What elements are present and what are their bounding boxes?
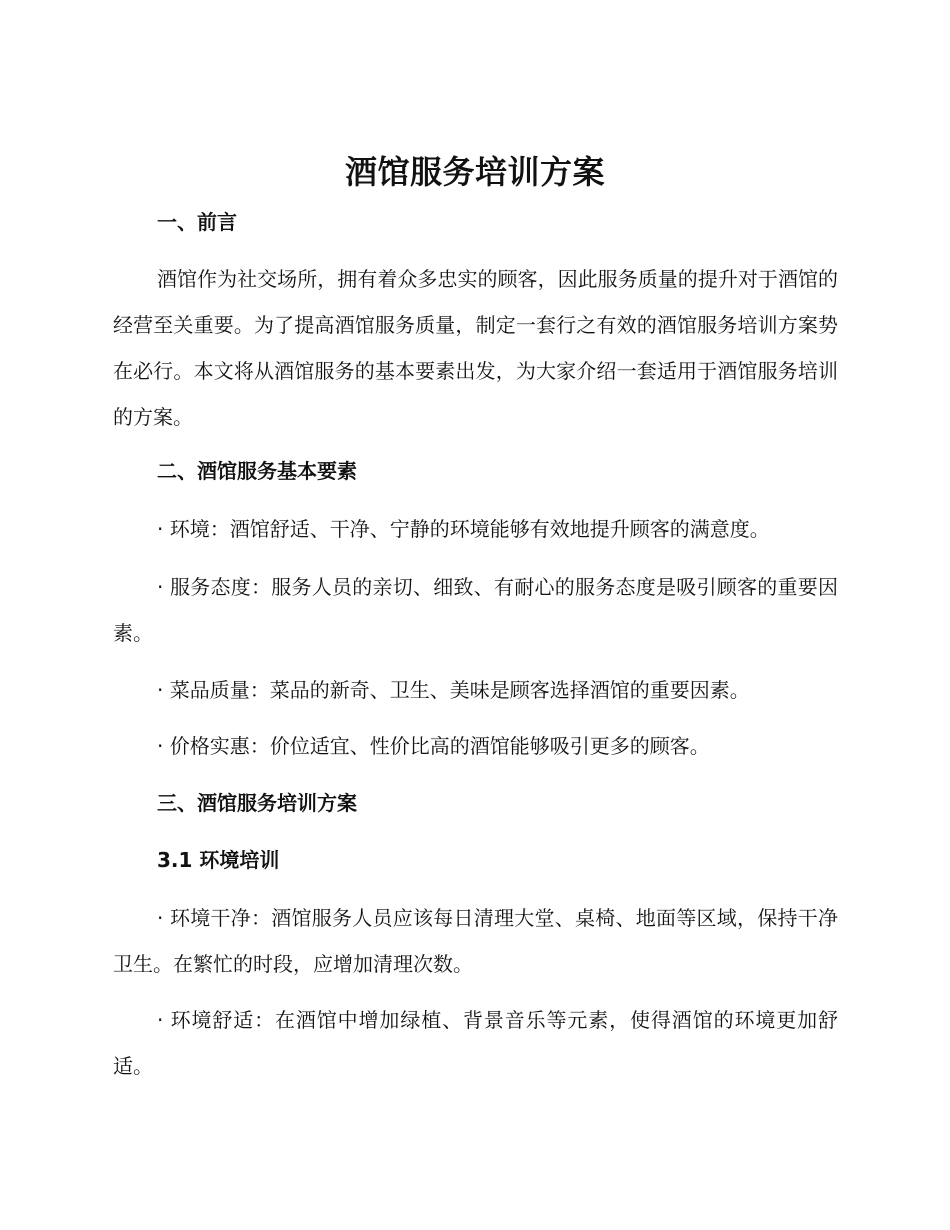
element-food-quality-paragraph: · 菜品质量：菜品的新奇、卫生、美味是顾客选择酒馆的重要因素。 [157, 678, 750, 702]
training-clean-environment-paragraph: · 环境干净：酒馆服务人员应该每日清理大堂、桌椅、地面等区域，保持干净卫生。在繁忙的时段，应增加清理次数。 [113, 906, 838, 976]
preface-paragraph: 酒馆作为社交场所，拥有着众多忠实的顾客，因此服务质量的提升对于酒馆的经营至关重要。为了提高酒馆服务质量，制定一套行之有效的酒馆服务培训方案势在必行。本文将从酒馆服务的基本要素出发，为大家介绍一套适用于酒馆服务培训的方案。 [113, 267, 838, 429]
element-service-attitude-paragraph: · 服务态度：服务人员的亲切、细致、有耐心的服务态度是吸引顾客的重要因素。 [113, 575, 838, 645]
section-heading-basic-elements: 二、酒馆服务基本要素 [157, 459, 357, 483]
section-heading-training-plan: 三、酒馆服务培训方案 [157, 791, 357, 815]
subsection-heading-text: 3.1 环境培训 [157, 848, 280, 872]
document-title: 酒馆服务培训方案 [344, 153, 605, 191]
subsection-heading-environment-training [157, 845, 279, 875]
training-comfortable-environment-paragraph: · 环境舒适：在酒馆中增加绿植、背景音乐等元素，使得酒馆的环境更加舒适。 [113, 1008, 838, 1078]
section-heading-preface: 一、前言 [157, 210, 237, 234]
element-price-paragraph: · 价格实惠：价位适宜、性价比高的酒馆能够吸引更多的顾客。 [157, 734, 710, 758]
element-environment-paragraph: · 环境：酒馆舒适、干净、宁静的环境能够有效地提升顾客的满意度。 [157, 517, 770, 541]
